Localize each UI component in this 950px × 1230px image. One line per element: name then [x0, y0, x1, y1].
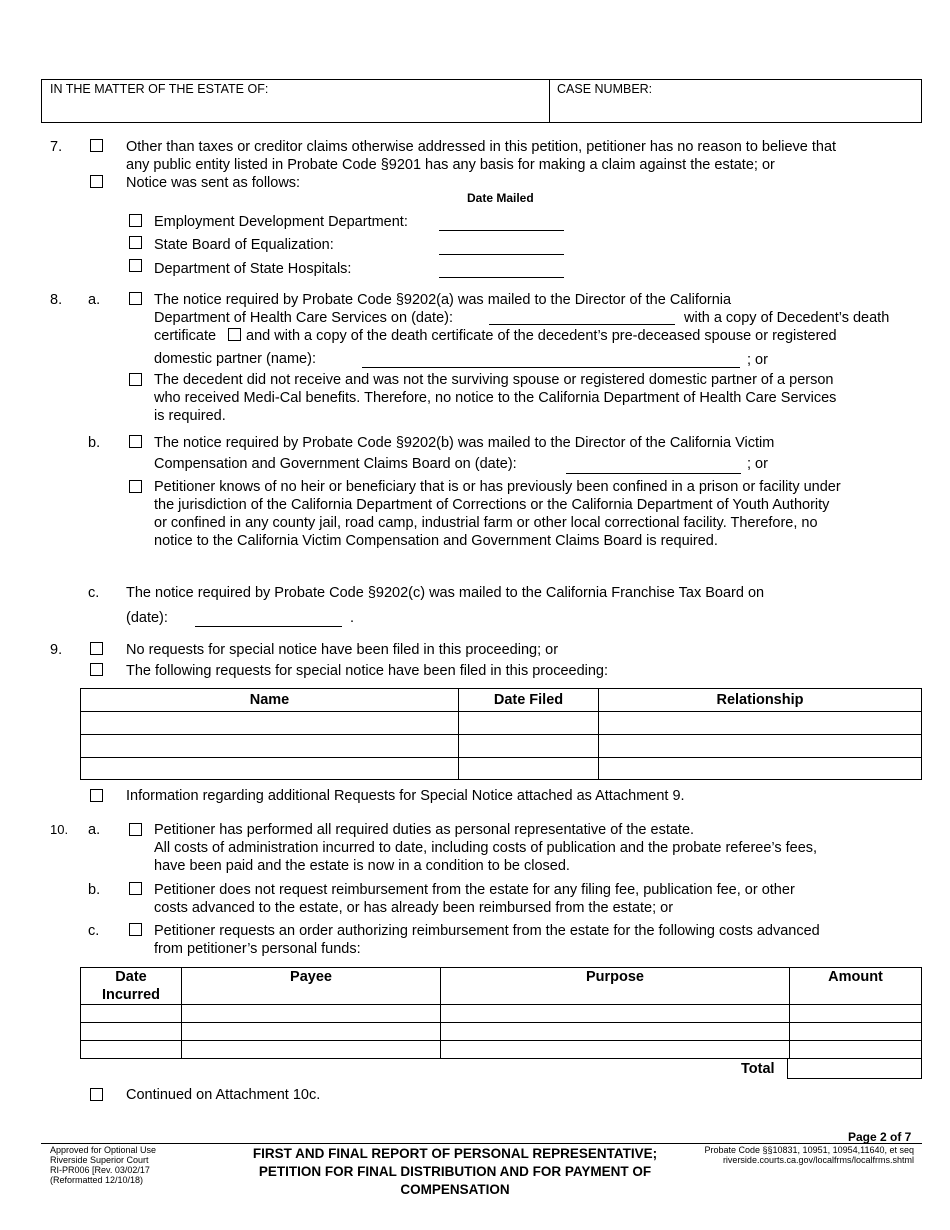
- table-row: [81, 1005, 922, 1023]
- header-divider: [549, 80, 550, 122]
- date-cell[interactable]: [81, 1041, 182, 1059]
- item7-opt1-line1: Other than taxes or creditor claims otherwise addressed in this petition, petitioner has no reason to believe that: [126, 139, 837, 155]
- payee-cell[interactable]: [182, 1023, 441, 1041]
- item8a-partner-name-field[interactable]: [362, 367, 740, 368]
- item7-number: 7.: [50, 139, 63, 155]
- purpose-cell[interactable]: [441, 1005, 790, 1023]
- table-row: [81, 1041, 922, 1059]
- item10b-letter: b.: [88, 882, 101, 898]
- col-date-filed-header: Date Filed: [459, 689, 599, 712]
- item7-checkbox-no-claim[interactable]: [90, 139, 103, 152]
- item10c-letter: c.: [88, 923, 100, 939]
- agency-checkbox-dsh[interactable]: [129, 259, 142, 272]
- item8a-line2b: with a copy of Decedent’s death: [684, 310, 890, 326]
- item8a-checkbox-no-medical[interactable]: [129, 373, 142, 386]
- item10a-checkbox[interactable]: [129, 823, 142, 836]
- item8a-letter: a.: [88, 292, 101, 308]
- item10a-letter: a.: [88, 822, 101, 838]
- footer-rule: [41, 1143, 922, 1144]
- page-number: Page 2 of 7: [848, 1130, 912, 1144]
- agency-label-dsh: Department of State Hospitals:: [154, 261, 352, 277]
- item9-checkbox-following[interactable]: [90, 663, 103, 676]
- relationship-cell[interactable]: [599, 712, 922, 735]
- purpose-cell[interactable]: [441, 1041, 790, 1059]
- item8a-checkbox-death-cert[interactable]: [228, 328, 241, 341]
- table-row: [81, 758, 922, 780]
- item8b-checkbox-notice[interactable]: [129, 435, 142, 448]
- date-filed-cell[interactable]: [459, 735, 599, 758]
- date-cell[interactable]: [81, 1023, 182, 1041]
- item10a-line3: have been paid and the estate is now in a condition to be closed.: [154, 858, 570, 874]
- col-purpose-header: Purpose: [441, 968, 790, 1005]
- date-filed-cell[interactable]: [459, 758, 599, 780]
- item8a-alt1: The decedent did not receive and was not the surviving spouse or registered domestic partner of a person: [154, 372, 834, 388]
- footer-left-4: (Reformatted 12/10/18): [50, 1175, 144, 1185]
- item10c-line1: Petitioner requests an order authorizing reimbursement from the estate for the following costs advanced: [154, 923, 820, 939]
- item8a-line1: The notice required by Probate Code §9202(a) was mailed to the Director of the California: [154, 292, 732, 308]
- footer-title: [200, 1145, 710, 1199]
- name-cell[interactable]: [81, 758, 459, 780]
- date-incurred-line1: Date: [115, 969, 147, 985]
- item8b-line2b: ; or: [747, 456, 768, 472]
- agency-date-field-boe[interactable]: [439, 254, 564, 255]
- date-filed-cell[interactable]: [459, 712, 599, 735]
- item8a-line2a: Department of Health Care Services on (date):: [154, 310, 453, 326]
- item8c-letter: c.: [88, 585, 100, 601]
- relationship-cell[interactable]: [599, 735, 922, 758]
- item10b-line2: costs advanced to the estate, or has already been reimbursed from the estate; or: [154, 900, 674, 916]
- item9-attachment: Information regarding additional Requests for Special Notice attached as Attachment 9.: [126, 788, 685, 804]
- header-box: [41, 79, 922, 123]
- col-date-incurred-header: [81, 968, 182, 1005]
- total-field[interactable]: [787, 1059, 922, 1079]
- item8a-alt2: who received Medi-Cal benefits. Therefore, no notice to the California Department of Health Care Services: [154, 390, 837, 406]
- amount-cell[interactable]: [790, 1041, 922, 1059]
- col-name-header: Name: [81, 689, 459, 712]
- item10a-line1: Petitioner has performed all required duties as personal representative of the estate.: [154, 822, 695, 838]
- item8a-line4a: domestic partner (name):: [154, 351, 316, 367]
- item9-number: 9.: [50, 642, 63, 658]
- date-mailed-header: Date Mailed: [467, 191, 534, 205]
- footer-right-2: riverside.courts.ca.gov/localfrms/localfrms.shtml: [722, 1155, 914, 1165]
- estate-name-field[interactable]: [44, 98, 544, 120]
- item8b-alt1: Petitioner knows of no heir or beneficiary that is or has previously been confined in a prison or facility under: [154, 479, 841, 495]
- item8-number: 8.: [50, 292, 63, 308]
- amount-cell[interactable]: [790, 1005, 922, 1023]
- item8c-line2b: .: [350, 610, 355, 626]
- table-row: [81, 735, 922, 758]
- col-amount-header: Amount: [790, 968, 922, 1005]
- item10a-line2: All costs of administration incurred to date, including costs of publication and the probate referee’s fees,: [154, 840, 818, 856]
- item8b-alt4: notice to the California Victim Compensation and Government Claims Board is required.: [154, 533, 718, 549]
- footer-title-line2: PETITION FOR FINAL DISTRIBUTION AND FOR PAYMENT OF: [258, 1164, 652, 1179]
- item7-opt1-line2: any public entity listed in Probate Code §9201 has any basis for making a claim against the estate; or: [126, 157, 775, 173]
- item8c-line1: The notice required by Probate Code §9202(c) was mailed to the California Franchise Tax Board on: [126, 585, 765, 601]
- footer-right-1: Probate Code §§10831, 10951, 10954,11640, et seq: [704, 1145, 914, 1155]
- item8b-alt2: the jurisdiction of the California Department of Corrections or the California Department of Youth Authority: [154, 497, 830, 513]
- item8a-line4b: ; or: [747, 352, 768, 368]
- item9-opt1: No requests for special notice have been filed in this proceeding; or: [126, 642, 559, 658]
- item8a-date-field[interactable]: [489, 324, 675, 325]
- item8c-line2a: (date):: [126, 610, 168, 626]
- agency-label-boe: State Board of Equalization:: [154, 237, 334, 253]
- footer-left-3: RI-PR006 [Rev. 03/02/17: [50, 1165, 150, 1175]
- date-cell[interactable]: [81, 1005, 182, 1023]
- agency-date-field-edd[interactable]: [439, 230, 564, 231]
- item10-continued: Continued on Attachment 10c.: [126, 1087, 321, 1103]
- item8b-line1: The notice required by Probate Code §9202(b) was mailed to the Director of the California Victim: [154, 435, 775, 451]
- item8b-alt3: or confined in any county jail, road camp, industrial farm or other local correctional facility. Therefore, no: [154, 515, 818, 531]
- item9-opt2: The following requests for special notice have been filed in this proceeding:: [126, 663, 609, 679]
- payee-cell[interactable]: [182, 1005, 441, 1023]
- item10-checkbox-continued[interactable]: [90, 1088, 103, 1101]
- agency-checkbox-edd[interactable]: [129, 214, 142, 227]
- item10-number: 10.: [50, 822, 69, 837]
- date-incurred-line2: Incurred: [101, 987, 160, 1003]
- case-number-label: CASE NUMBER:: [557, 82, 653, 96]
- item10b-line1: Petitioner does not request reimbursement from the estate for any filing fee, publication fee, or other: [154, 882, 795, 898]
- item8a-line3a: certificate: [154, 328, 217, 344]
- item8b-letter: b.: [88, 435, 101, 451]
- purpose-cell[interactable]: [441, 1023, 790, 1041]
- col-payee-header: Payee: [182, 968, 441, 1005]
- payee-cell[interactable]: [182, 1041, 441, 1059]
- amount-cell[interactable]: [790, 1023, 922, 1041]
- footer-title-line3: COMPENSATION: [400, 1182, 510, 1197]
- agency-checkbox-boe[interactable]: [129, 236, 142, 249]
- table-row: [81, 712, 922, 735]
- estate-label: IN THE MATTER OF THE ESTATE OF:: [50, 82, 269, 96]
- agency-label-edd: Employment Development Department:: [154, 214, 408, 230]
- case-number-field[interactable]: [554, 98, 918, 120]
- item9-checkbox-attachment[interactable]: [90, 789, 103, 802]
- item8c-date-field[interactable]: [195, 626, 342, 627]
- item8a-line3b: and with a copy of the death certificate of the decedent’s pre-deceased spouse or registered: [246, 328, 837, 344]
- item8b-checkbox-no-confined[interactable]: [129, 480, 142, 493]
- footer-left-2: Riverside Superior Court: [50, 1155, 149, 1165]
- col-relationship-header: Relationship: [599, 689, 922, 712]
- item10c-checkbox[interactable]: [129, 923, 142, 936]
- item10b-checkbox[interactable]: [129, 882, 142, 895]
- footer-title-line1: FIRST AND FINAL REPORT OF PERSONAL REPRESENTATIVE;: [252, 1146, 658, 1161]
- item8b-date-field[interactable]: [566, 473, 741, 474]
- table-row: [81, 1023, 922, 1041]
- item10c-line2: from petitioner’s personal funds:: [154, 941, 361, 957]
- costs-table: [80, 967, 922, 1059]
- relationship-cell[interactable]: [599, 758, 922, 780]
- item8a-checkbox-notice[interactable]: [129, 292, 142, 305]
- item8b-line2a: Compensation and Government Claims Board on (date):: [154, 456, 517, 472]
- item7-opt2: Notice was sent as follows:: [126, 175, 301, 191]
- agency-date-field-dsh[interactable]: [439, 277, 564, 278]
- item7-checkbox-notice-sent[interactable]: [90, 175, 103, 188]
- footer-left-1: Approved for Optional Use: [50, 1145, 157, 1155]
- name-cell[interactable]: [81, 712, 459, 735]
- total-label: Total: [741, 1061, 775, 1077]
- item8a-alt3: is required.: [154, 408, 226, 424]
- name-cell[interactable]: [81, 735, 459, 758]
- special-notice-table: [80, 688, 922, 780]
- item9-checkbox-none[interactable]: [90, 642, 103, 655]
